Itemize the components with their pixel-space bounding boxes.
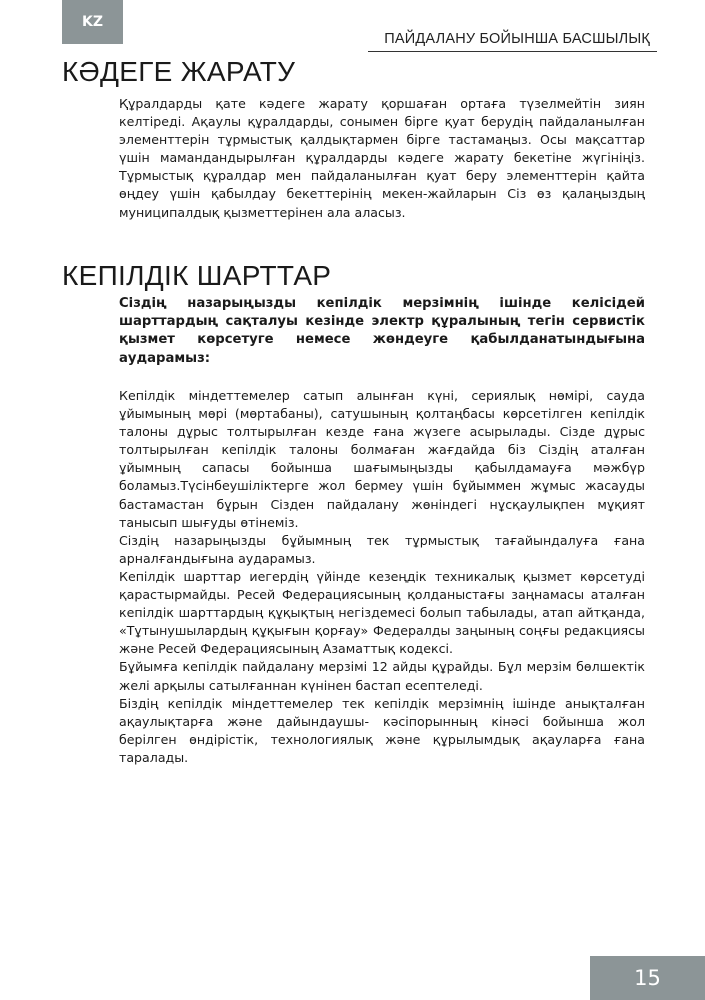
paragraph: Құралдарды қате кәдеге жарату қоршаған ортаға түзелмейтін зиян келтіреді. Ақаулы құралдарды, сонымен бірге қуат берудің пайдаланылған элементтерін тұрмыстық қалдықтармен бірге тастамаңыз. Осы мақсаттар үшін мамандандырылған құралдарды кәдеге жарату бекетіне жүгініңіз. Тұрмыстық құралдар мен пайдаланылған қуат беру элементтерін қайта өңдеу үшін қабылдау бекеттерінің мекен-жайларын Сіз өз қалаңыздың муниципалдық қызметтерінен ала аласыз. (119, 96, 645, 220)
warranty-lead (119, 295, 645, 368)
section-title-warranty: КЕПІЛДІК ШАРТТАР (62, 260, 332, 291)
section-title-disposal: КӘДЕГЕ ЖАРАТУ (62, 56, 296, 87)
header-rule (368, 51, 657, 52)
paragraph: Сіздің назарыңызды бұйымның тек тұрмыстық тағайындалуға ғана арналғандығына аударамыз. (119, 532, 645, 566)
warranty-text (119, 387, 645, 767)
paragraph: Біздің кепілдік міндеттемелер тек кепілдік мерзімнің ішінде анықталған ақаулықтарға және дайындаушы- кәсіпорынның кінәсі бойынша жол берілген өндірістік, технологиялық және құрылымдық ақауларға ғана таралады. (119, 695, 645, 765)
language-tab: KZ (62, 0, 123, 44)
paragraph: Бұйымға кепілдік пайдалану мерзімі 12 айды құрайды. Бұл мерзім бөлшектік желі арқылы сатылғаннан күнінен бастап есептеледі. (119, 659, 645, 693)
page-number: 15 (590, 956, 705, 1000)
paragraph: Кепілдік міндеттемелер сатып алынған күні, сериялық нөмірі, сауда ұйымының мөрі (мөртабаны), сатушының қолтаңбасы көрсетілген кепілдік талоны дұрыс толтырылған кезде ғана жүзеге асырылады. Сізде дұрыс толтырылған кепілдік талоны болмаған жағдайда біз Сіздің аталған ұйымның сапасы бойынша шағымыңызды қабылдамауға мәжбүр боламыз.Түсінбеушіліктерге жол бермеу үшін бұйыммен жұмыс жасауды бастамастан бұрын Сізден пайдалану жөніндегі нұсқаулықпен мұқият танысып шығуды өтінеміз. (119, 388, 645, 530)
lead-paragraph: Сіздің назарыңызды кепілдік мерзімнің ішінде келісідей шарттардың сақталуы кезінде электр құралының тегін сервистік қызмет көрсетуге немесе жөндеуге қабылданатындығына аударамыз: (119, 296, 645, 366)
running-header: ПАЙДАЛАНУ БОЙЫНША БАСШЫЛЫҚ (384, 31, 650, 47)
paragraph: Кепілдік шарттар иегердің үйінде кезеңдік техникалық қызмет көрсетуді қарастырмайды. Ресей Федерациясының қолданыстағы заңнамасы аталған кепілдік шарттардың құқықтың негіздемесі болып табылады, атап айтқанда, «Тұтынушылардың құқығын қорғау» Федералды заңының соңғы редакциясы және Ресей Федерациясының Азаматтық кодексі. (119, 568, 645, 657)
disposal-text (119, 95, 645, 222)
